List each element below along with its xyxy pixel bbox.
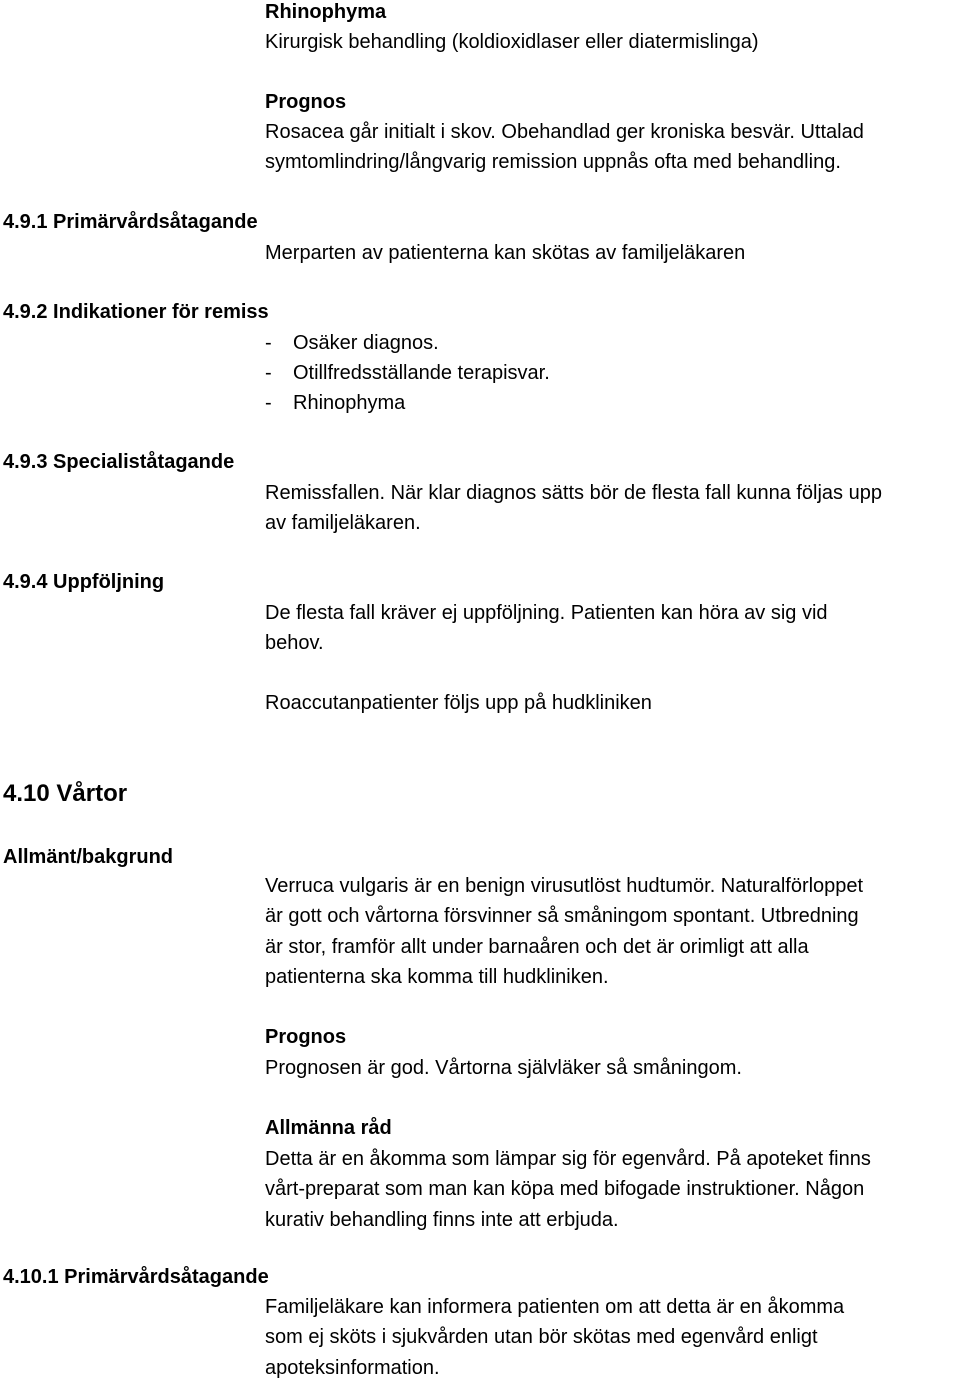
paragraph-line: apoteksinformation. bbox=[265, 1356, 440, 1379]
paragraph-line: behov. bbox=[265, 632, 324, 655]
paragraph-line: Rosacea går initialt i skov. Obehandlad ger kroniska besvär. Uttalad bbox=[265, 121, 864, 143]
paragraph-line: De flesta fall kräver ej uppföljning. Patienten kan höra av sig vid bbox=[265, 602, 828, 624]
list-item-text: Rhinophyma bbox=[293, 392, 406, 414]
section-heading-4-9-3: 4.9.3 Specialiståtagande bbox=[3, 451, 235, 473]
list-item bbox=[265, 328, 550, 358]
allmanna-rad-heading: Allmänna råd bbox=[265, 1117, 392, 1139]
rhinophyma-heading: Rhinophyma bbox=[265, 1, 387, 23]
vartor-prognos-heading: Prognos bbox=[265, 1026, 347, 1048]
remiss-list bbox=[265, 328, 550, 418]
bakgrund-paragraph bbox=[265, 871, 863, 992]
section-heading-4-10-1: 4.10.1 Primärvårdsåtagande bbox=[3, 1266, 269, 1288]
list-item-text: Otillfredsställande terapisvar. bbox=[293, 362, 550, 384]
paragraph-line: Remissfallen. När klar diagnos sätts bör de flesta fall kunna följas upp bbox=[265, 482, 882, 504]
paragraph-line: som ej sköts i sjukvården utan bör skötas med egenvård enligt bbox=[265, 1326, 818, 1349]
rhinophyma-text: Kirurgisk behandling (koldioxidlaser eller diatermislinga) bbox=[265, 31, 759, 53]
list-dash: - bbox=[265, 362, 272, 384]
section-4-10-1-paragraph bbox=[265, 1292, 844, 1383]
paragraph-line: Familjeläkare kan informera patienten om att detta är en åkomma bbox=[265, 1296, 845, 1318]
paragraph-line: kurativ behandling finns inte att erbjuda. bbox=[265, 1208, 619, 1231]
allmanna-rad-paragraph bbox=[265, 1144, 871, 1235]
list-item-text: Osäker diagnos. bbox=[293, 332, 439, 354]
list-item bbox=[265, 358, 550, 388]
paragraph-line: är gott och vårtorna försvinner så småningom spontant. Utbredning bbox=[265, 905, 859, 928]
paragraph-line: patienterna ska komma till hudkliniken. bbox=[265, 965, 609, 988]
section-4-9-4-paragraph bbox=[265, 598, 828, 659]
paragraph-line: Verruca vulgaris är en benign virusutlöst hudtumör. Naturalförloppet bbox=[265, 875, 864, 897]
list-dash: - bbox=[265, 392, 272, 414]
section-heading-4-9-4: 4.9.4 Uppföljning bbox=[3, 571, 165, 593]
section-4-9-1-text: Merparten av patienterna kan skötas av familjeläkaren bbox=[265, 242, 746, 264]
list-dash: - bbox=[265, 332, 272, 354]
bakgrund-heading: Allmänt/bakgrund bbox=[3, 846, 174, 868]
section-4-9-4-note: Roaccutanpatienter följs upp på hudkliniken bbox=[265, 692, 652, 714]
prognos-heading: Prognos bbox=[265, 91, 347, 113]
paragraph-line: vårt-preparat som man kan köpa med bifogade instruktioner. Någon bbox=[265, 1178, 865, 1201]
section-heading-4-10: 4.10 Vårtor bbox=[3, 780, 128, 807]
section-heading-4-9-2: 4.9.2 Indikationer för remiss bbox=[3, 301, 269, 323]
paragraph-line: Detta är en åkomma som lämpar sig för egenvård. På apoteket finns bbox=[265, 1148, 871, 1170]
section-heading-4-9-1: 4.9.1 Primärvårdsåtagande bbox=[3, 211, 258, 233]
paragraph-line: är stor, framför allt under barnaåren och det är orimligt att alla bbox=[265, 935, 809, 958]
section-4-9-3-paragraph bbox=[265, 478, 882, 539]
prognos-paragraph bbox=[265, 117, 864, 178]
paragraph-line: symtomlindring/långvarig remission uppnås ofta med behandling. bbox=[265, 151, 841, 174]
vartor-prognos-text: Prognosen är god. Vårtorna självläker så småningom. bbox=[265, 1057, 742, 1079]
paragraph-line: av familjeläkaren. bbox=[265, 512, 421, 535]
list-item bbox=[265, 388, 550, 418]
